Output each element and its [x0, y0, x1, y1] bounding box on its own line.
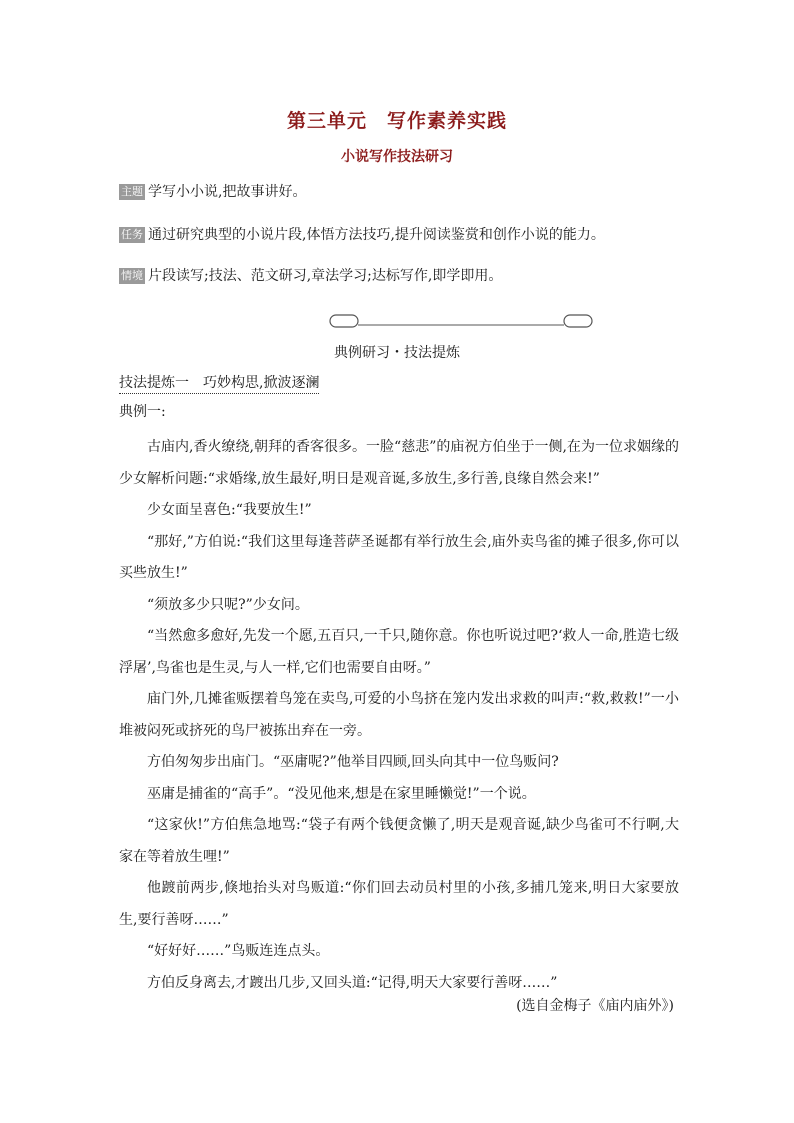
ornamental-divider: [160, 312, 760, 334]
unit-title: 第三单元 写作素养实践: [286, 110, 507, 132]
story-body: [119, 432, 679, 999]
meta-context: [119, 266, 502, 286]
example-label: 典例一:: [119, 404, 166, 420]
paragraph: “那好,”方伯说:“我们这里每逢菩萨圣诞都有举行放生会,庙外卖鸟雀的摊子很多,你可以买些放生!”: [119, 533, 679, 581]
paragraph: 方伯匆匆步出庙门。“巫庸呢?”他举目四顾,回头向其中一位鸟贩问?: [147, 754, 559, 770]
meta-theme: [119, 182, 306, 202]
paragraph: 庙门外,几摊雀贩摆着鸟笼在卖鸟,可爱的小鸟挤在笼内发出求救的叫声:“救,救救!”一小堆被闷死或挤死的鸟尸被拣出弃在一旁。: [119, 691, 679, 739]
paragraph: 古庙内,香火缭绕,朝拜的香客很多。一脸“慈悲”的庙祝方伯坐于一侧,在为一位求姻缘的少女解析问题:“求婚缘,放生最好,明日是观音诞,多放生,多行善,良缘自然会来!”: [119, 439, 679, 487]
source-citation: (选自金梅子《庙内庙外》): [516, 998, 674, 1014]
theme-tag: 主题: [121, 185, 143, 198]
section-title: 典例研习・技法提炼: [334, 345, 460, 361]
paragraph: 他踱前两步,倏地抬头对鸟贩道:“你们回去动员村里的小孩,多捕几笼来,明日大家要放生,要行善呀……”: [119, 880, 679, 928]
meta-task: [119, 225, 605, 245]
paragraph: “须放多少只呢?”少女问。: [147, 596, 309, 613]
lesson-subtitle: 小说写作技法研习: [341, 149, 453, 165]
paragraph: “当然愈多愈好,先发一个愿,五百只,一千只,随你意。你也听说过吧?‘救人一命,胜造七级浮屠’,鸟雀也是生灵,与人一样,它们也需要自由呀。”: [119, 628, 679, 676]
paragraph: 方伯反身离去,才踱出几步,又回头道:“记得,明天大家要行善呀……”: [147, 974, 558, 991]
paragraph: 少女面呈喜色:“我要放生!”: [147, 502, 312, 518]
context-text: 片段读写;技法、范文研习,章法学习;达标写作,即学即用。: [148, 268, 503, 284]
paragraph: “好好好……”鸟贩连连点头。: [147, 943, 330, 959]
theme-text: 学写小小说,把故事讲好。: [148, 184, 307, 200]
context-tag: 情境: [121, 269, 143, 282]
technique-heading: 技法提炼一 巧妙构思,掀波逐澜: [119, 374, 319, 394]
task-text: 通过研究典型的小说片段,体悟方法技巧,提升阅读鉴赏和创作小说的能力。: [148, 227, 605, 243]
task-tag: 任务: [121, 228, 143, 241]
paragraph: “这家伙!”方伯焦急地骂:“袋子有两个钱便贪懒了,明天是观音诞,缺少鸟雀可不行啊,大家在等着放生哩!”: [119, 817, 679, 865]
paragraph: 巫庸是捕雀的“高手”。“没见他来,想是在家里睡懒觉!”一个说。: [147, 785, 536, 802]
